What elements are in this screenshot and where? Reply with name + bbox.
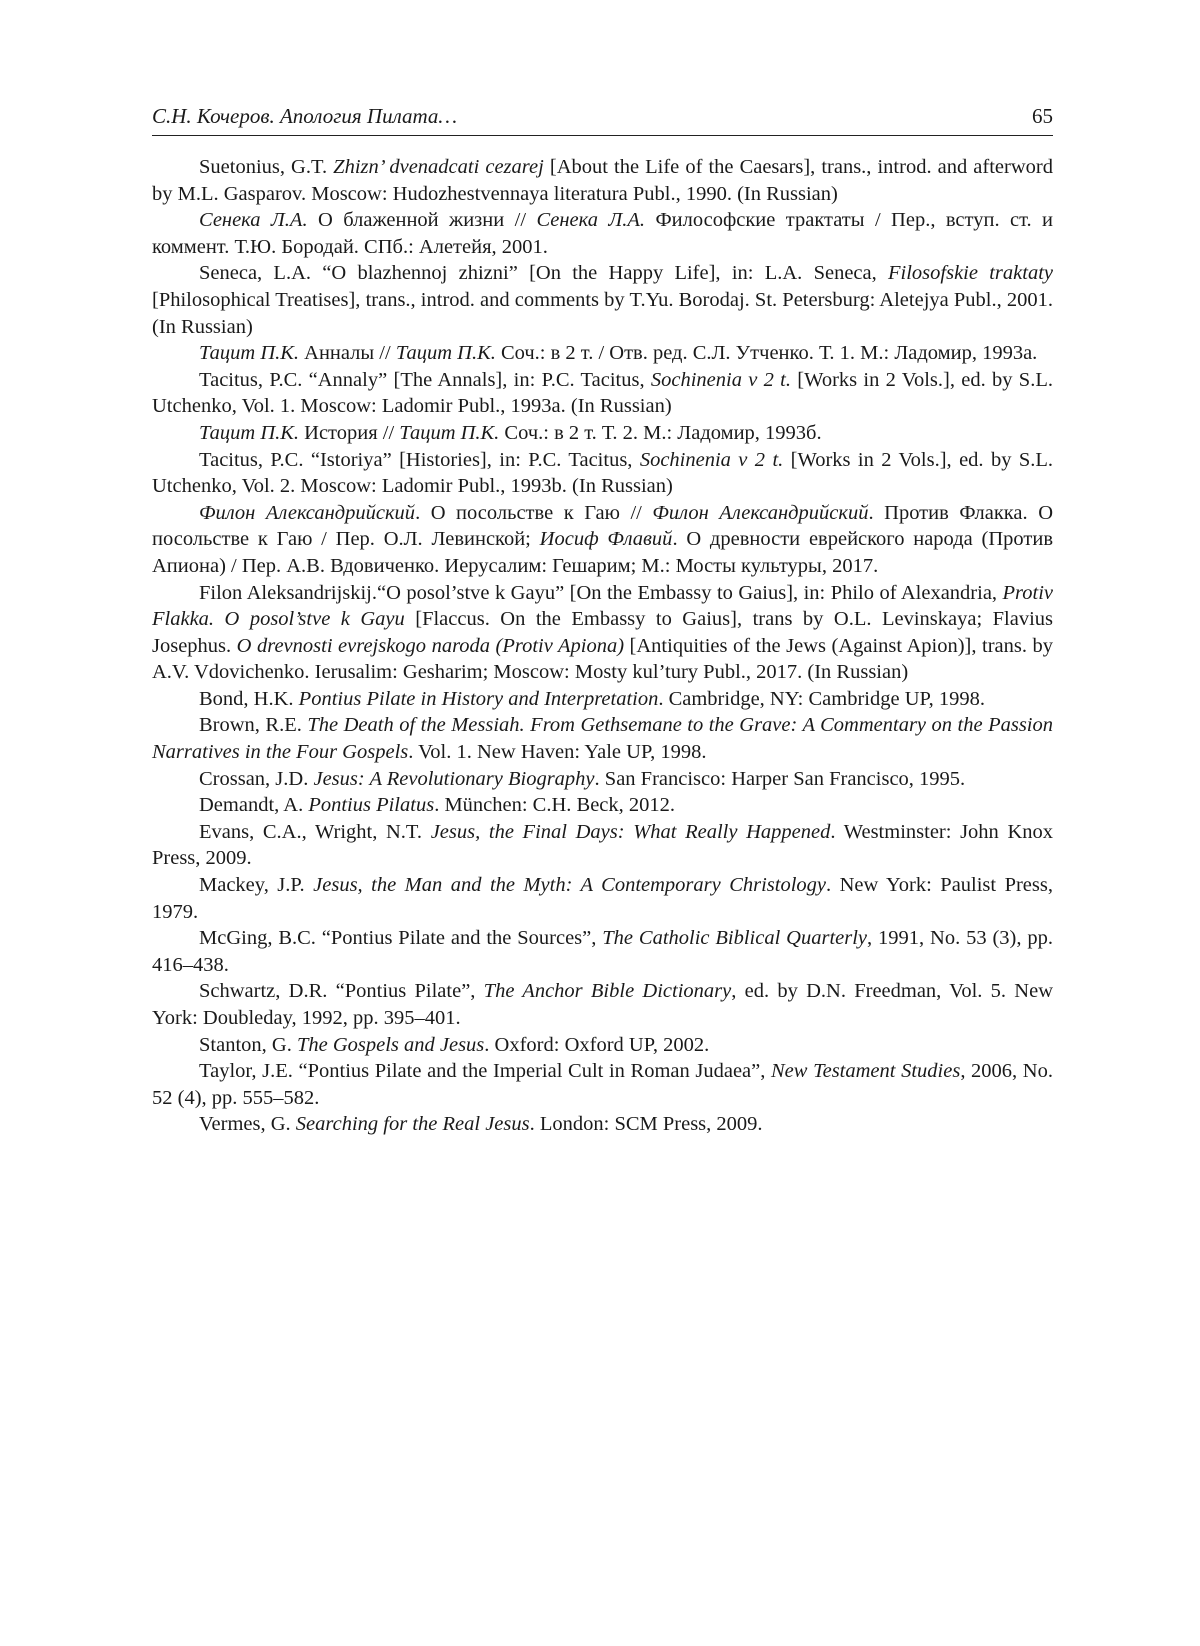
reference-text: Schwartz, D.R. “Pontius Pilate”, xyxy=(199,980,484,1003)
reference-text: . О древности еврейского народа (Против Апиона) / Пер. А.В. Вдовиченко. Иерусалим: Гешарим; М.: Мосты культуры, 2017. xyxy=(152,528,1054,577)
reference-text: Crossan, J.D. xyxy=(199,767,314,790)
reference-text: McGing, B.C. “Pontius Pilate and the Sources”, xyxy=(199,927,603,950)
reference-text: Filon Aleksandrijskij.“O posol’stve k Gayu” [On the Embassy to Gaius], in: Philo of Alexandria, xyxy=(199,581,1003,604)
document-page xyxy=(152,104,1053,1138)
running-head xyxy=(152,104,1053,136)
reference-title-italic: New Testament Studies xyxy=(771,1060,961,1083)
reference-text: Tacitus, P.C. “Annaly” [The Annals], in: P.C. Tacitus, xyxy=(199,368,651,391)
reference-text: Seneca, L.A. “O blazhennoj zhizni” [On the Happy Life], in: L.A. Seneca, xyxy=(199,262,888,285)
reference-title-italic: The Death of the Messiah. From Gethsemane to the Grave: A Commentary on the Passion Narratives in the Four Gospels xyxy=(152,714,1053,764)
reference-text: . Vol. 1. New Haven: Yale UP, 1998. xyxy=(408,741,707,764)
reference-entry xyxy=(152,260,1053,340)
reference-title-italic: Jesus, the Man and the Myth: A Contemporary Christology xyxy=(313,874,827,897)
reference-text: Stanton, G. xyxy=(199,1033,297,1056)
reference-title-italic: Филон Александрийский xyxy=(199,501,416,524)
reference-title-italic: Protiv Flakka. O posol’stve k Gayu xyxy=(152,581,1053,631)
reference-entry xyxy=(152,766,1053,793)
reference-entry xyxy=(152,792,1053,819)
reference-title-italic: Searching for the Real Jesus xyxy=(295,1113,530,1136)
reference-title-italic: Sochinenia v 2 t. xyxy=(639,448,784,471)
reference-title-italic: Иосиф Флавий xyxy=(539,528,673,551)
reference-title-italic: The Catholic Biblical Quarterly xyxy=(602,927,868,950)
reference-text: Suetonius, G.T. xyxy=(199,156,334,178)
reference-title-italic: Pontius Pilate in History and Interpretation xyxy=(298,687,659,710)
reference-entry xyxy=(152,207,1053,260)
reference-title-italic: Тацит П.К. xyxy=(399,421,500,444)
reference-text: Соч.: в 2 т. Т. 2. М.: Ладомир, 1993б. xyxy=(499,421,822,444)
reference-entry xyxy=(152,500,1053,580)
reference-title-italic: Pontius Pilatus xyxy=(308,794,435,817)
reference-entry xyxy=(152,447,1053,500)
reference-text: Brown, R.E. xyxy=(199,714,308,737)
reference-text: [Antiquities of the Jews (Against Apion)], trans. by A.V. Vdovichenko. Ierusalim: Gesharim; Moscow: Mosty kul’tury Publ., 2017. (In Russian) xyxy=(152,634,1053,684)
reference-text: [Works in 2 Vols.], ed. by S.L. Utchenko, Vol. 1. Moscow: Ladomir Publ., 1993a. (In Russian) xyxy=(152,368,1053,418)
reference-entry xyxy=(152,340,1053,367)
reference-title-italic: Сенека Л.А. xyxy=(536,209,646,232)
reference-entry xyxy=(152,686,1053,713)
reference-text: Tacitus, P.C. “Istoriya” [Histories], in: P.C. Tacitus, xyxy=(199,448,640,471)
reference-text: О блаженной жизни // xyxy=(307,209,537,232)
page-number: 65 xyxy=(1032,104,1053,128)
reference-text: . Oxford: Oxford UP, 2002. xyxy=(484,1033,710,1056)
reference-entry xyxy=(152,712,1053,765)
reference-title-italic: O drevnosti evrejskogo naroda (Protiv Apiona) xyxy=(236,634,625,657)
reference-title-italic: Jesus, the Final Days: What Really Happened xyxy=(430,820,831,843)
reference-entry xyxy=(152,367,1053,420)
reference-text: Evans, C.A., Wright, N.T. xyxy=(199,820,431,843)
reference-text: Demandt, A. xyxy=(199,794,309,817)
reference-entry xyxy=(152,925,1053,978)
reference-title-italic: Zhizn’ dvenadcati cezarej xyxy=(333,156,544,178)
reference-title-italic: Филон Александрийский xyxy=(652,501,869,524)
running-head-title: С.Н. Кочеров. Апология Пилата… xyxy=(152,104,458,128)
reference-title-italic: The Anchor Bible Dictionary xyxy=(483,980,732,1003)
reference-title-italic: Сенека Л.А. xyxy=(199,209,308,232)
reference-title-italic: Тацит П.К. xyxy=(199,421,300,444)
reference-entry xyxy=(152,420,1053,447)
reference-list xyxy=(152,154,1053,1138)
reference-text: [Works in 2 Vols.], ed. by S.L. Utchenko, Vol. 2. Moscow: Ladomir Publ., 1993b. (In Russian) xyxy=(152,448,1054,498)
reference-text: . London: SCM Press, 2009. xyxy=(529,1113,763,1136)
reference-text: [About the Life of the Caesars], trans., introd. and afterword by M.L. Gasparov. Moscow: Hudozhestvennaya literatura Publ., 1990. (In Russian) xyxy=(152,156,1053,205)
reference-entry xyxy=(152,1032,1053,1059)
reference-text: . San Francisco: Harper San Francisco, 1995. xyxy=(594,767,966,790)
reference-text: . Westminster: John Knox Press, 2009. xyxy=(152,820,1053,870)
reference-entry xyxy=(152,1058,1053,1111)
reference-title-italic: Тацит П.К. xyxy=(199,342,300,365)
reference-text: Bond, H.K. xyxy=(199,687,299,710)
reference-text: . New York: Paulist Press, 1979. xyxy=(152,874,1053,923)
reference-text: [Flaccus. On the Embassy to Gaius], trans by O.L. Levinskaya; Flavius Josephus. xyxy=(152,608,1053,657)
reference-title-italic: The Gospels and Jesus xyxy=(296,1033,485,1056)
reference-entry xyxy=(152,154,1053,207)
reference-text: Анналы // xyxy=(299,342,396,365)
reference-text: [Philosophical Treatises], trans., introd. and comments by T.Yu. Borodaj. St. Petersburg: Aletejya Publ., 2001. (In Russian) xyxy=(152,288,1053,338)
reference-text: , 1991, No. 53 (3), pp. 416–438. xyxy=(152,927,1053,976)
reference-title-italic: Sochinenia v 2 t. xyxy=(650,368,791,391)
reference-text: , 2006, No. 52 (4), pp. 555–582. xyxy=(152,1060,1053,1109)
reference-entry xyxy=(152,819,1053,872)
reference-text: . Против Флакка. О посольстве к Гаю / Пер. О.Л. Левинской; xyxy=(152,501,1053,551)
reference-text: . О посольстве к Гаю // xyxy=(415,501,653,524)
reference-text: История // xyxy=(299,421,400,444)
reference-title-italic: Filosofskie traktaty xyxy=(888,262,1053,285)
reference-entry xyxy=(152,872,1053,925)
reference-text: Vermes, G. xyxy=(199,1113,296,1136)
reference-text: Философские трактаты / Пер., вступ. ст. и коммент. Т.Ю. Бородай. СПб.: Алетейя, 2001. xyxy=(152,209,1054,258)
reference-text: , ed. by D.N. Freedman, Vol. 5. New York: Doubleday, 1992, pp. 395–401. xyxy=(152,980,1054,1029)
reference-text: Mackey, J.P. xyxy=(199,874,314,897)
reference-entry xyxy=(152,978,1053,1031)
reference-text: Соч.: в 2 т. / Отв. ред. С.Л. Утченко. Т. 1. М.: Ладомир, 1993а. xyxy=(495,342,1038,365)
reference-entry xyxy=(152,580,1053,686)
reference-entry xyxy=(152,1111,1053,1138)
reference-text: . Cambridge, NY: Cambridge UP, 1998. xyxy=(658,687,986,710)
reference-title-italic: Тацит П.К. xyxy=(395,342,496,365)
reference-text: . München: C.H. Beck, 2012. xyxy=(434,794,676,817)
reference-text: Taylor, J.E. “Pontius Pilate and the Imperial Cult in Roman Judaea”, xyxy=(199,1060,771,1083)
reference-title-italic: Jesus: A Revolutionary Biography xyxy=(313,767,595,790)
